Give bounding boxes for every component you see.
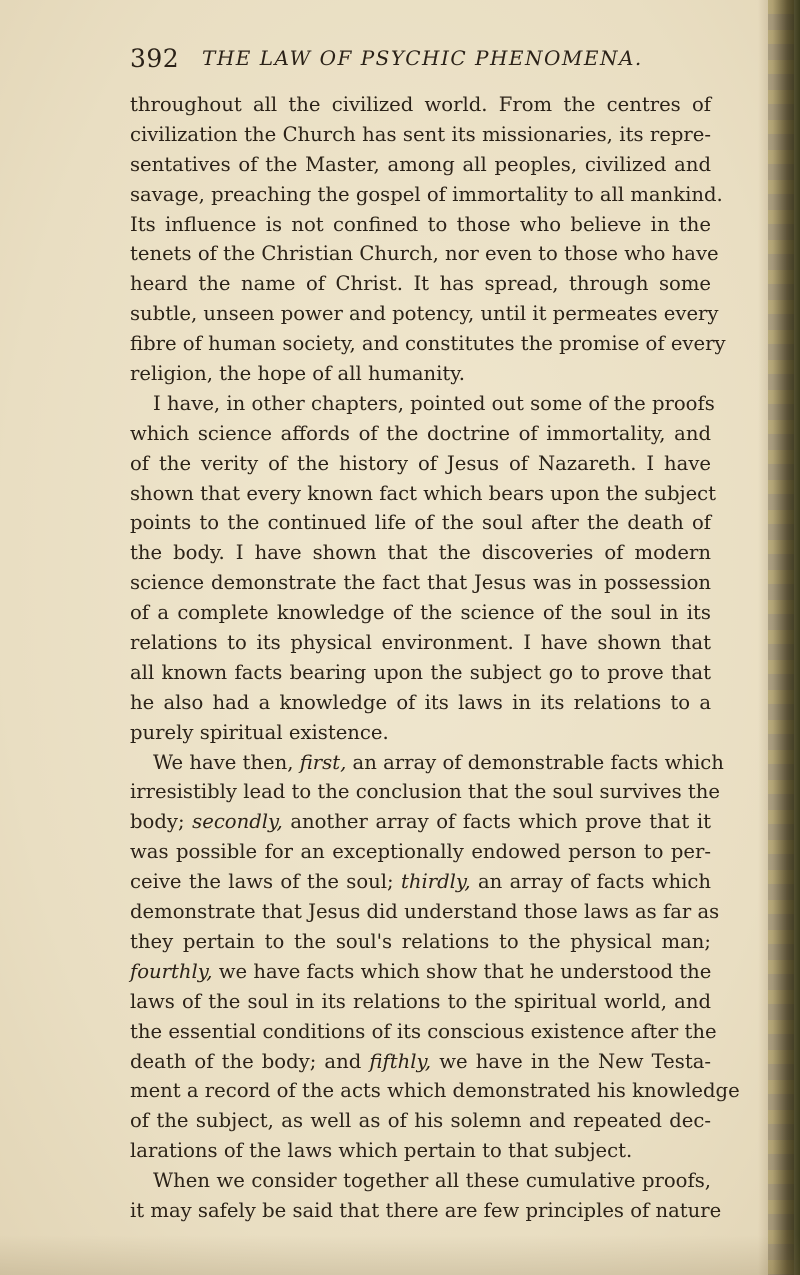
text-line: of the verity of the history of Jesus of Nazareth. I have (130, 451, 711, 475)
text-line: Its influence is not confined to those who believe in the (130, 212, 711, 236)
text-line: laws of the soul in its relations to the spiritual world, and (130, 989, 711, 1013)
page-edge-foxing (768, 0, 794, 1275)
text-line (130, 807, 711, 837)
text-line: subtle, unseen power and potency, until it permeates every (130, 302, 719, 326)
italic-enumerator: fourthly, (130, 959, 213, 983)
text-run: an array of demonstrable facts which (346, 750, 724, 774)
text-line: savage, preaching the gospel of immortality to all mankind. (130, 182, 723, 206)
body-text (130, 90, 740, 1226)
text-line: the essential conditions of its conscious existence after the (130, 1019, 717, 1043)
text-line: they pertain to the soul's relations to the physical man; (130, 929, 711, 953)
text-line: When we consider together all these cumulative proofs, (153, 1169, 711, 1193)
text-line: relations to its physical environment. I have shown that (130, 631, 711, 655)
text-line: throughout all the civilized world. From the centres of (130, 93, 711, 116)
text-line: points to the continued life of the soul after the death of (130, 511, 711, 535)
page-bottom-shadow (0, 1235, 800, 1275)
text-run: we have facts which show that he understood the (212, 959, 712, 983)
text-line: sentatives of the Master, among all peoples, civilized and (130, 152, 711, 176)
italic-enumerator: thirdly, (400, 870, 471, 894)
text-line: all known facts bearing upon the subject go to prove that (130, 660, 711, 684)
text-run: an array of facts which (470, 870, 711, 894)
text-line: science demonstrate the fact that Jesus was in possession (130, 571, 711, 595)
text-run: We have then, (153, 750, 300, 774)
running-title: THE LAW OF PSYCHIC PHENOMENA. (202, 46, 643, 70)
text-line: which science affords of the doctrine of immortality, and (130, 421, 711, 445)
text-line (130, 867, 711, 897)
text-line (130, 957, 711, 987)
text-line: was possible for an exceptionally endowed person to per- (130, 840, 711, 864)
text-line: he also had a knowledge of its laws in its relations to a (130, 690, 711, 714)
text-line (130, 1047, 711, 1077)
text-run: another array of facts which prove that it (282, 810, 711, 834)
text-line: heard the name of Christ. It has spread, through some (130, 272, 711, 296)
text-line: larations of the laws which pertain to that subject. (130, 1139, 633, 1163)
text-line: I have, in other chapters, pointed out some of the proofs (153, 391, 715, 415)
text-line: shown that every known fact which bears upon the subject (130, 481, 717, 505)
text-line: demonstrate that Jesus did understand those laws as far as (130, 900, 720, 924)
italic-enumerator: secondly, (192, 810, 283, 834)
text-line: fibre of human society, and constitutes the promise of every (130, 332, 726, 356)
text-line: it may safely be said that there are few principles of nature (130, 1198, 722, 1222)
text-line: tenets of the Christian Church, nor even to those who have (130, 242, 719, 266)
text-run: death of the body; and (130, 1049, 370, 1073)
page-header (130, 44, 710, 80)
text-line: the body. I have shown that the discoveries of modern (130, 541, 711, 565)
text-line: irresistibly lead to the conclusion that the soul survives the (130, 780, 720, 804)
text-run: body; (130, 810, 193, 834)
text-line: ment a record of the acts which demonstrated his knowledge (130, 1079, 740, 1103)
text-line: of a complete knowledge of the science of the soul in its (130, 601, 711, 625)
text-run: we have in the New Testa- (431, 1049, 712, 1073)
italic-enumerator: fifthly, (369, 1049, 432, 1073)
text-line: purely spiritual existence. (130, 720, 389, 744)
italic-enumerator: first, (299, 750, 347, 774)
text-run: ceive the laws of the soul; (130, 870, 401, 894)
text-line: civilization the Church has sent its missionaries, its repre- (130, 122, 711, 146)
text-line: religion, the hope of all humanity. (130, 362, 465, 386)
text-line (130, 748, 724, 778)
text-line: of the subject, as well as of his solemn and repeated dec- (130, 1109, 711, 1133)
page-number: 392 (130, 44, 180, 73)
